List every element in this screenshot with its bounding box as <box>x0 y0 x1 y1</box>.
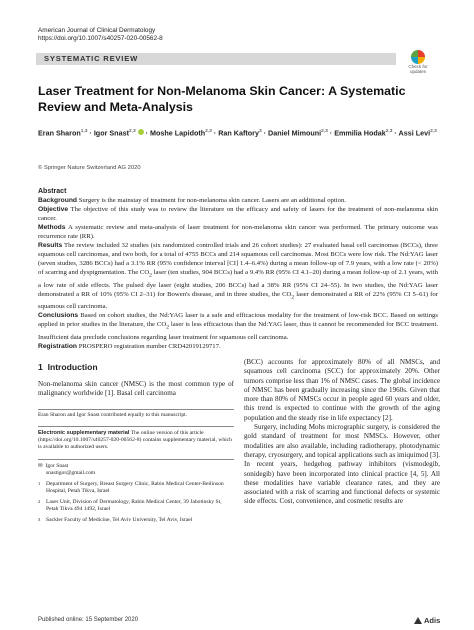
author-name[interactable]: Emmilia Hodak <box>334 128 386 138</box>
check-for-updates-badge[interactable] <box>405 50 431 74</box>
author-affiliation-marker: 2,3 <box>385 129 393 134</box>
registration-label: Registration <box>38 342 78 350</box>
affiliation-number: 2 <box>38 499 41 504</box>
abstract-block <box>38 187 438 351</box>
section-heading-introduction <box>38 362 98 372</box>
results-label: Results <box>38 242 63 250</box>
crossmark-label-1: Check for <box>408 64 428 69</box>
conclusions-subscript: 2 <box>166 324 169 331</box>
publisher-logo <box>414 616 440 625</box>
conclusions-text-1: Based on cohort studies, the Nd:YAG laser is a safe and efficacious modality for the treatment of low-risk BCC. Based on settings applied in prior studies in the literature, the CO <box>38 312 439 329</box>
author-affiliation-marker: 3 <box>258 129 262 134</box>
author-list: Eran Sharon$^{1,3}$ · Igor Snast$^{2,3}$ · Moshe Lapidoth$^{2,3}$ · Ran Kaftory$^3$ · Daniel Mimouni$^{2,3}$ · Emmilia Hodak$^{2,3}$ · Assi Levi$^{2,3}$ <box>38 128 437 138</box>
author-affiliation-marker: 2,3 <box>321 129 328 134</box>
results-text-3: laser demonstrated a RR of 22% (95% CI 5–61) for squamous cell carcinoma. <box>38 290 438 311</box>
article-type-banner <box>36 53 396 65</box>
author-affiliation-marker: 2,3 <box>430 129 437 134</box>
intro-paragraph-left: Non-melanoma skin cancer (NMSC) is the most common type of malignancy worldwide [1]. Basal cell carcinoma <box>38 380 234 398</box>
affiliation-number: 1 <box>38 481 41 486</box>
orcid-icon[interactable] <box>138 129 144 135</box>
crossmark-icon <box>411 50 425 64</box>
conclusions-text-2: laser is less efficacious than the Nd:YAG laser, thus it cannot be recommended for BCC treatment. Insufficient data preclude conclusions regarding laser treatment for squamous cell carcinoma. <box>38 321 438 341</box>
results-text-2: laser (ten studies, 904 BCCs) had a 9.4% RR (95% CI 4.1–20) during a mean follow-up of 2.1 years, with a low rate of side effects. The pulsed dye laser (eight studies, 206 BCCs) had a 38% RR (95% CI 24–55). In two studies, the Nd:YAG laser demonstrated a RR of 10% (95% CI 2–31) for Bowen's disease, and in three studies, the CO <box>38 269 438 298</box>
published-date: Published online: 15 September 2020 <box>38 617 139 623</box>
objective-text: The objective of this study was to review the literature on the efficacy and safety of lasers for the treatment of non-melanoma skin cancer. <box>38 206 439 223</box>
abstract-conclusions <box>38 311 438 341</box>
intro-right-column <box>244 358 440 507</box>
equal-contribution-note: Eran Sharon and Igor Snast contributed equally to this manuscript. <box>38 412 188 418</box>
esm-text-1: The online version of this article ( <box>38 430 204 443</box>
author-name[interactable]: Eran Sharon <box>38 128 81 138</box>
background-label: Background <box>38 197 78 205</box>
article-title: Laser Treatment for Non-Melanoma Skin Cancer: A Systematic Review and Meta-Analysis <box>38 84 406 114</box>
abstract-heading: Abstract <box>38 188 67 195</box>
author-name[interactable]: Ran Kaftory <box>218 128 259 138</box>
author-name[interactable]: Daniel Mimouni <box>268 128 322 138</box>
publisher-name: Adis <box>424 616 441 625</box>
author-affiliation-marker: 1,3 <box>80 129 88 134</box>
affiliation-item <box>38 481 234 495</box>
footnote-divider-2 <box>38 426 234 427</box>
esm-text-2: ) contains supplementary material, which is available to authorized users. <box>38 437 232 450</box>
results-text-1: The review included 32 studies (six randomized controlled trials and 26 cohort studies): 27 evaluated basal cell carcinomas (BCCs), three squamous cell carcinomas, and two both, for a total of 4755 BCCs and 214 squamous cell carcinomas. Most BCCs were low risk. The Nd:YAG laser (seven studies, 3286 BCCs) had a 3.1% RR (95% confidence interval [CI] 1.4–6.4%) during a mean follow-up of 7.9 years, with a low rate (< 20%) of scarring and dyspigmentation. The CO <box>38 242 438 277</box>
doi-link[interactable]: https://doi.org/10.1007/s40257-020-00562-8 <box>38 35 163 42</box>
esm-note <box>38 430 234 451</box>
author-affiliation-marker: 2,3 <box>128 129 136 134</box>
affiliation-number: 3 <box>38 517 41 522</box>
section-number: 1 <box>38 362 43 372</box>
abstract-results <box>38 241 438 311</box>
adis-triangle-icon <box>414 617 422 624</box>
right-paragraph-2: Surgery, including Mohs micrographic surgery, is considered the gold standard of treatment for most NMSCs. However, other modalities are also available, including radiotherapy, photodynamic therapy, cryosurgery, and topical applications such as imiquimod [3]. In recent years, hedgehog pathway inhibitors (vismodegib, sonidegib) have been incorporated into clinical practice [4, 5]. All these modalities have variable clearance rates, and they are associated with a risk of scarring and functional defects or systemic side effects. Cost, convenience, and cosmetic results are <box>244 423 440 506</box>
article-type-label: SYSTEMATIC REVIEW <box>44 54 139 63</box>
esm-label: Electronic supplementary material <box>38 430 130 436</box>
envelope-icon: ✉ <box>38 463 43 469</box>
results-subscript-1: 2 <box>149 272 152 279</box>
author-affiliation-marker: 2,3 <box>205 129 212 134</box>
esm-link[interactable]: https://doi.org/10.1007/s40257-020-00562-8 <box>39 437 140 443</box>
corresponding-author <box>38 463 234 470</box>
affiliation-text: Laser Unit, Division of Dermatology, Rabin Medical Center, 39 Jabotinsky St, Petah Tikva 494 1492, Israel <box>46 499 222 512</box>
abstract-methods <box>38 223 438 241</box>
conclusions-label: Conclusions <box>38 312 79 320</box>
footnote-divider-3 <box>38 459 234 460</box>
affiliation-item <box>38 499 234 513</box>
copyright-notice: © Springer Nature Switzerland AG 2020 <box>38 165 141 171</box>
right-paragraph-1: (BCC) accounts for approximately 80% of all NMSCs, and squamous cell carcinoma (SCC) for approximately 20%. Other tumors comprise less than 1% of NMSC cases. The global incidence of NMSC has been gradually increasing since the 1960s. Given that more than 80% of NMSCs occur in people aged 60 years and older, this trend is expected to continue with the growth of the aging population and the steady rise in life expectancy [2]. <box>244 358 440 422</box>
journal-header <box>38 27 163 43</box>
methods-text: A systematic review and meta-analysis of laser treatment for non-melanoma skin cancer was performed. The primary outcome was recurrence rate (RR). <box>38 224 438 241</box>
journal-name: American Journal of Clinical Dermatology <box>38 27 156 34</box>
registration-text: PROSPERO registration number CRD42019129717. <box>78 342 221 350</box>
objective-label: Objective <box>38 206 69 214</box>
results-subscript-2: 2 <box>291 294 295 301</box>
correspondence-block <box>38 463 234 524</box>
author-name[interactable]: Igor Snast <box>93 128 129 138</box>
author-name[interactable]: Moshe Lapidoth <box>150 128 206 138</box>
affiliation-text: Department of Surgery, Breast Surgery Clinic, Rabin Medical Center-Beilinson Hospital, Petah Tikva, Israel <box>46 481 224 494</box>
abstract-registration <box>38 342 438 351</box>
crossmark-label-2: updates <box>409 69 426 74</box>
affiliation-list <box>38 481 234 524</box>
affiliation-text: Sackler Faculty of Medicine, Tel Aviv University, Tel Aviv, Israel <box>46 517 193 523</box>
abstract-background <box>38 196 438 205</box>
corresponding-name: Igor Snast <box>45 463 69 469</box>
methods-label: Methods <box>38 224 66 232</box>
author-name[interactable]: Assi Levi <box>398 128 431 138</box>
section-title: Introduction <box>47 362 98 372</box>
abstract-objective <box>38 205 438 223</box>
affiliation-item <box>38 517 234 524</box>
corresponding-email[interactable]: snastigor@gmail.com <box>46 470 96 476</box>
background-text: Surgery is the mainstay of treatment for non-melanoma skin cancer. Lasers are an additional option. <box>78 197 346 205</box>
footnote-divider <box>38 409 234 410</box>
